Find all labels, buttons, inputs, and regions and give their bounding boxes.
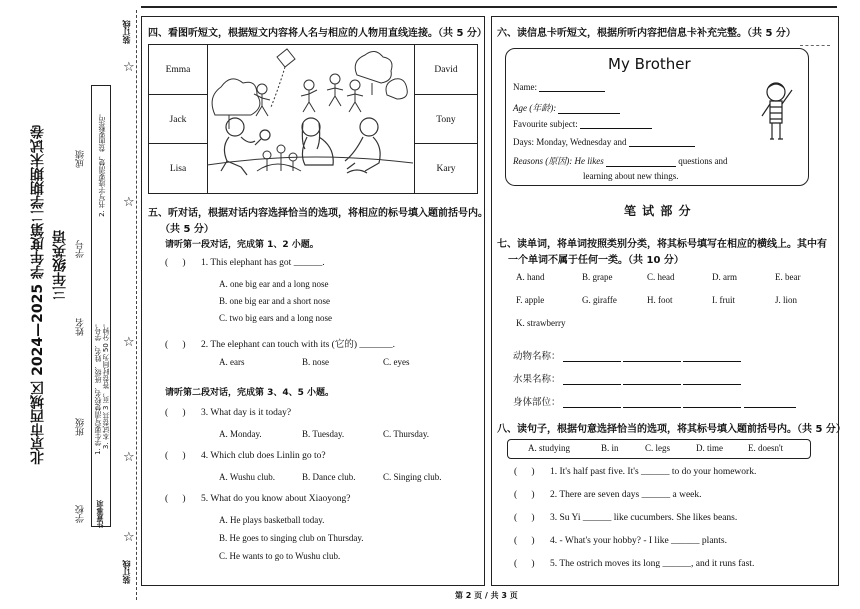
- q5-4-opt-a: A. Wushu club.: [219, 472, 275, 482]
- field-class: 班级: [76, 418, 86, 436]
- q5-5-opt-a: A. He plays basketball today.: [219, 515, 325, 525]
- section-5-sub1: 请听第一段对话，完成第 1、2 小题。: [165, 240, 319, 250]
- q5-4: ( ) 4. Which club does Linlin go to?: [165, 451, 326, 461]
- field-name: 姓名: [76, 318, 86, 336]
- q5-4-opt-b: B. Dance club.: [302, 472, 356, 482]
- section-4-title: 四、看图听短文，根据短文内容将人名与相应的人物用直线连接。（共 5 分）: [148, 28, 487, 39]
- q8-3: ( ) 3. Su Yi ______ like cucumbers. She likes beans.: [514, 513, 738, 523]
- name-jack: Jack: [148, 94, 208, 145]
- field-school: 学校: [76, 505, 86, 523]
- word-c: C. head: [647, 272, 675, 282]
- q5-5-opt-c: C. He wants to go to Wushu club.: [219, 551, 341, 561]
- category-animals: 动物名称：: [513, 348, 741, 362]
- word-j: J. lion: [775, 295, 798, 305]
- star-icon: ☆: [123, 530, 135, 545]
- word-f: F. apple: [516, 295, 545, 305]
- page-footer: 第 2 页 / 共 3 页: [455, 591, 518, 600]
- section-6-title: 六、读信息卡听短文，根据所听内容把信息卡补充完整。（共 5 分）: [497, 28, 796, 39]
- section-7-title-cont: 一个单词不属于任何一类。（共 10 分）: [508, 255, 684, 266]
- star-icon: ☆: [123, 60, 135, 75]
- q5-3-opt-c: C. Thursday.: [383, 429, 429, 439]
- card-corner-rule: [800, 45, 830, 46]
- section-5-sub2: 请听第二段对话，完成第 3、4、5 小题。: [165, 388, 335, 398]
- q8-4: ( ) 4. - What's your hobby? - I like ______ plants.: [514, 536, 727, 546]
- name-tony: Tony: [414, 94, 478, 145]
- q5-3-opt-a: A. Monday.: [219, 429, 262, 439]
- card-days-row: Days: Monday, Wednesday and: [513, 137, 695, 147]
- q5-4-opt-c: C. Singing club.: [383, 472, 442, 482]
- word-e: E. bear: [775, 272, 801, 282]
- q5-2-opt-c: C. eyes: [383, 357, 410, 367]
- category-fruits: 水果名称：: [513, 371, 741, 385]
- notice-3: 3. 本试卷共 3 页，答卷时间为 50 分钟。: [102, 320, 110, 450]
- name-lisa: Lisa: [148, 143, 208, 194]
- category-body-parts: 身体部位：: [513, 394, 796, 408]
- q5-1: ( ) 1. This elephant has got ______.: [165, 258, 325, 268]
- section-5-title-cont: （共 5 分）: [160, 224, 214, 235]
- card-reasons-row: Reasons (原因): He likes questions and: [513, 156, 728, 166]
- word-b: B. grape: [582, 272, 613, 282]
- word-i: I. fruit: [712, 295, 735, 305]
- exam-subject: 三年级英语: [52, 230, 68, 300]
- q5-2-opt-b: B. nose: [302, 357, 329, 367]
- name-kary: Kary: [414, 143, 478, 194]
- card-subject-row: Favourite subject:: [513, 119, 652, 129]
- q8-5: ( ) 5. The ostrich moves its long ______, and it runs fast.: [514, 559, 755, 569]
- name-emma: Emma: [148, 44, 208, 96]
- q8-1: ( ) 1. It's half past five. It's ______ to do your homework.: [514, 467, 757, 477]
- binding-bottom-label: 装订线: [122, 560, 131, 584]
- card-name-row: Name:: [513, 82, 605, 92]
- card-age-row: Age (年龄):: [513, 101, 620, 114]
- q8-2: ( ) 2. There are seven days ______ a week.: [514, 490, 702, 500]
- top-rule: [141, 6, 837, 8]
- q5-3-opt-b: B. Tuesday.: [302, 429, 345, 439]
- q5-2-opt-a: A. ears: [219, 357, 245, 367]
- option-e: E. doesn't: [748, 443, 784, 453]
- card-reasons-row-2: learning about new things.: [583, 171, 679, 181]
- q5-5-opt-b: B. He goes to singing club on Thursday.: [219, 533, 364, 543]
- option-a: A. studying: [528, 443, 571, 453]
- field-score: 成绩: [76, 150, 86, 168]
- kids-illustration: [207, 45, 413, 191]
- option-c: C. legs: [645, 443, 671, 453]
- star-icon: ☆: [123, 195, 135, 210]
- section-5-title: 五、听对话，根据对话内容选择恰当的选项，将相应的标号填入题前括号内。: [148, 208, 488, 219]
- q5-1-opt-c: C. two big ears and a long nose: [219, 313, 332, 323]
- word-k: K. strawberry: [516, 318, 566, 328]
- name-david: David: [414, 44, 478, 96]
- option-d: D. time: [696, 443, 723, 453]
- word-a: A. hand: [516, 272, 545, 282]
- q5-3: ( ) 3. What day is it today?: [165, 408, 292, 418]
- option-b: B. in: [601, 443, 619, 453]
- field-id: 学号: [76, 240, 86, 258]
- section-8-title: 八、读句子，根据句意选择恰当的选项，将其标号填入题前括号内。（共 5 分）: [497, 424, 846, 435]
- q5-5: ( ) 5. What do you know about Xiaoyong?: [165, 494, 351, 504]
- boy-waving-illustration: [756, 80, 798, 144]
- binding-line: [136, 10, 137, 600]
- star-icon: ☆: [123, 335, 135, 350]
- word-h: H. foot: [647, 295, 673, 305]
- q5-2: ( ) 2. The elephant can touch with its (它的) _______.: [165, 340, 396, 350]
- notice-1: 1. 学生要写清楚校名、班级、姓名、学号。: [94, 320, 102, 455]
- binding-top-label: 装订线: [122, 20, 131, 44]
- q5-1-opt-a: A. one big ear and a long nose: [219, 279, 329, 289]
- q5-1-opt-b: B. one big ear and a short nose: [219, 296, 330, 306]
- word-d: D. arm: [712, 272, 737, 282]
- info-card-title: My Brother: [608, 55, 691, 73]
- section-7-title: 七、读单词，将单词按照类别分类，将其标号填写在相应的横线上。其中有: [497, 239, 827, 250]
- written-part-header: 笔 试 部 分: [624, 204, 692, 218]
- notice-2: 2. 书写字迹要清楚，卷面要整洁。: [98, 110, 106, 217]
- exam-title: 北京市西城区 2024—2025 学年度第二学期期末试卷: [30, 125, 46, 465]
- star-icon: ☆: [123, 450, 135, 465]
- word-g: G. giraffe: [582, 295, 617, 305]
- notice-label: 注意事项: [96, 500, 104, 528]
